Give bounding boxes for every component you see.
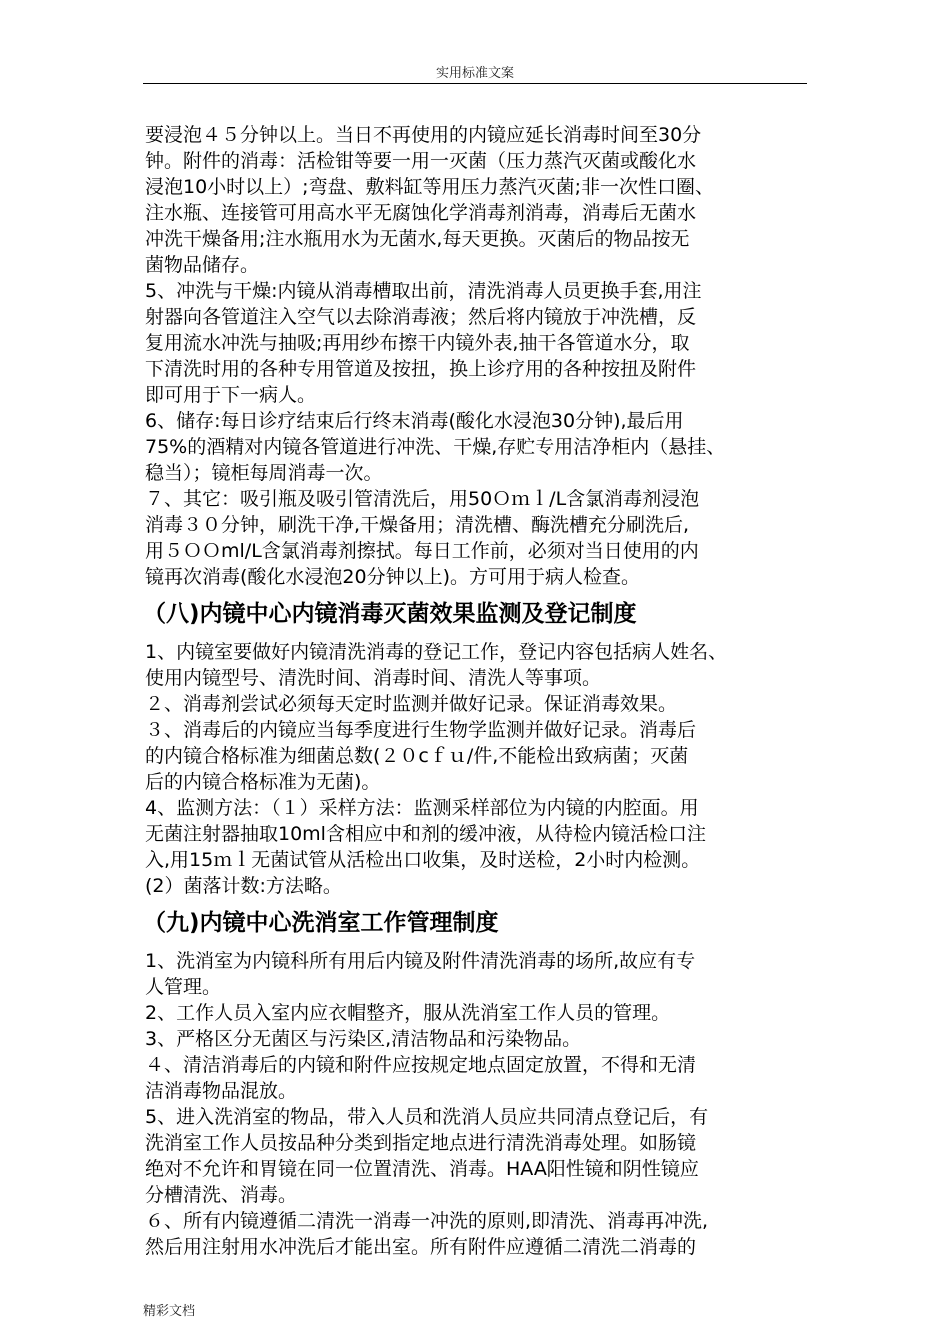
text-line: 后的内镜合格标准为无菌)。: [145, 771, 381, 793]
text-line: ２、消毒剂尝试必须每天定时监测并做好记录。保证消毒效果。: [145, 693, 678, 715]
text-line: 镜再次消毒(酸化水浸泡20分钟以上)。方可用于病人检查。: [145, 566, 641, 588]
text-line: ４、清洁消毒后的内镜和附件应按规定地点固定放置，不得和无清: [145, 1054, 697, 1076]
section-9-body: [145, 948, 817, 1260]
text-line: 浸泡10小时以上）;弯盘、敷料缸等用压力蒸汽灭菌;非一次性口圈、: [145, 176, 714, 198]
text-line: 绝对不允许和胃镜在同一位置清洗、消毒。HAA阳性镜和阴性镜应: [145, 1158, 699, 1180]
text-line: 分槽清洗、消毒。: [145, 1184, 298, 1206]
document-body: [145, 122, 817, 1260]
text-line: 5、进入洗消室的物品，带入人员和洗消人员应共同清点登记后，有: [145, 1106, 709, 1128]
text-line: 稳当）；镜柜每周消毒一次。: [145, 462, 383, 484]
section-9-heading: （九)内镜中心洗消室工作管理制度: [143, 910, 499, 936]
text-line: 无菌注射器抽取10ml含相应中和剂的缓冲液，从待检内镜活检口注: [145, 823, 706, 845]
section-7-continued: [145, 122, 817, 590]
text-line: (2）菌落计数:方法略。: [145, 875, 342, 897]
header-divider: [143, 83, 807, 84]
text-line: 5、冲洗与干燥:内镜从消毒槽取出前，清洗消毒人员更换手套,用注: [145, 280, 702, 302]
text-line: 钟。附件的消毒：活检钳等要一用一灭菌（压力蒸汽灭菌或酸化水: [145, 150, 697, 172]
text-line: 3、严格区分无菌区与污染区,清洁物品和污染物品。: [145, 1028, 582, 1050]
text-line: 用５ＯＯml/L含氯消毒剂擦拭。每日工作前，必须对当日使用的内: [145, 540, 699, 562]
text-line: 洁消毒物品混放。: [145, 1080, 298, 1102]
text-line: 菌物品储存。: [145, 254, 260, 276]
text-line: 4、监测方法：（１）采样方法：监测采样部位为内镜的内腔面。用: [145, 797, 699, 819]
text-line: 1、内镜室要做好内镜清洗消毒的登记工作，登记内容包括病人姓名、: [145, 641, 728, 663]
page-header: 实用标准文案: [435, 66, 514, 81]
section-8-body: [145, 639, 817, 899]
text-line: 1、洗消室为内镜科所有用后内镜及附件清洗消毒的场所,故应有专: [145, 950, 696, 972]
text-line: 的内镜合格标准为细菌总数(２０cｆｕ/件,不能检出致病菌；灭菌: [145, 745, 689, 767]
text-line: 注水瓶、连接管可用高水平无腐蚀化学消毒剂消毒，消毒后无菌水: [145, 202, 697, 224]
text-line: ３、消毒后的内镜应当每季度进行生物学监测并做好记录。消毒后: [145, 719, 697, 741]
text-line: 要浸泡４５分钟以上。当日不再使用的内镜应延长消毒时间至30分: [145, 124, 702, 146]
text-line: 然后用注射用水冲洗后才能出室。所有附件应遵循二清洗二消毒的: [145, 1236, 697, 1258]
text-line: 2、工作人员入室内应衣帽整齐，服从洗消室工作人员的管理。: [145, 1002, 671, 1024]
text-line: ７、其它：吸引瓶及吸引管清洗后，用50Ｏｍｌ/L含氯消毒剂浸泡: [145, 488, 700, 510]
text-line: 冲洗干燥备用;注水瓶用水为无菌水,每天更换。灭菌后的物品按无: [145, 228, 690, 250]
text-line: 复用流水冲洗与抽吸;再用纱布擦干内镜外表,抽干各管道水分，取: [145, 332, 690, 354]
text-line: ６、所有内镜遵循二清洗一消毒一冲洗的原则,即清洗、消毒再冲洗,: [145, 1210, 709, 1232]
text-line: 即可用于下一病人。: [145, 384, 317, 406]
text-line: 入,用15ｍｌ无菌试管从活检出口收集，及时送检，2小时内检测。: [145, 849, 701, 871]
text-line: 人管理。: [145, 976, 222, 998]
page-footer: 精彩文档: [143, 1304, 196, 1319]
text-line: 下清洗时用的各种专用管道及按扭，换上诊疗用的各种按扭及附件: [145, 358, 697, 380]
text-line: 洗消室工作人员按品种分类到指定地点进行清洗消毒处理。如肠镜: [145, 1132, 697, 1154]
text-line: 消毒３０分钟，刷洗干净,干燥备用；清洗槽、酶洗槽充分刷洗后,: [145, 514, 690, 536]
text-line: 使用内镜型号、清洗时间、消毒时间、清洗人等事项。: [145, 667, 602, 689]
text-line: 75%的酒精对内镜各管道进行冲洗、干燥,存贮专用洁净柜内（悬挂、: [145, 436, 726, 458]
text-line: 6、储存:每日诊疗结束后行终末消毒(酸化水浸泡30分钟),最后用: [145, 410, 684, 432]
section-8-heading: （八)内镜中心内镜消毒灭菌效果监测及登记制度: [143, 601, 637, 627]
text-line: 射器向各管道注入空气以去除消毒液；然后将内镜放于冲洗槽，反: [145, 306, 697, 328]
